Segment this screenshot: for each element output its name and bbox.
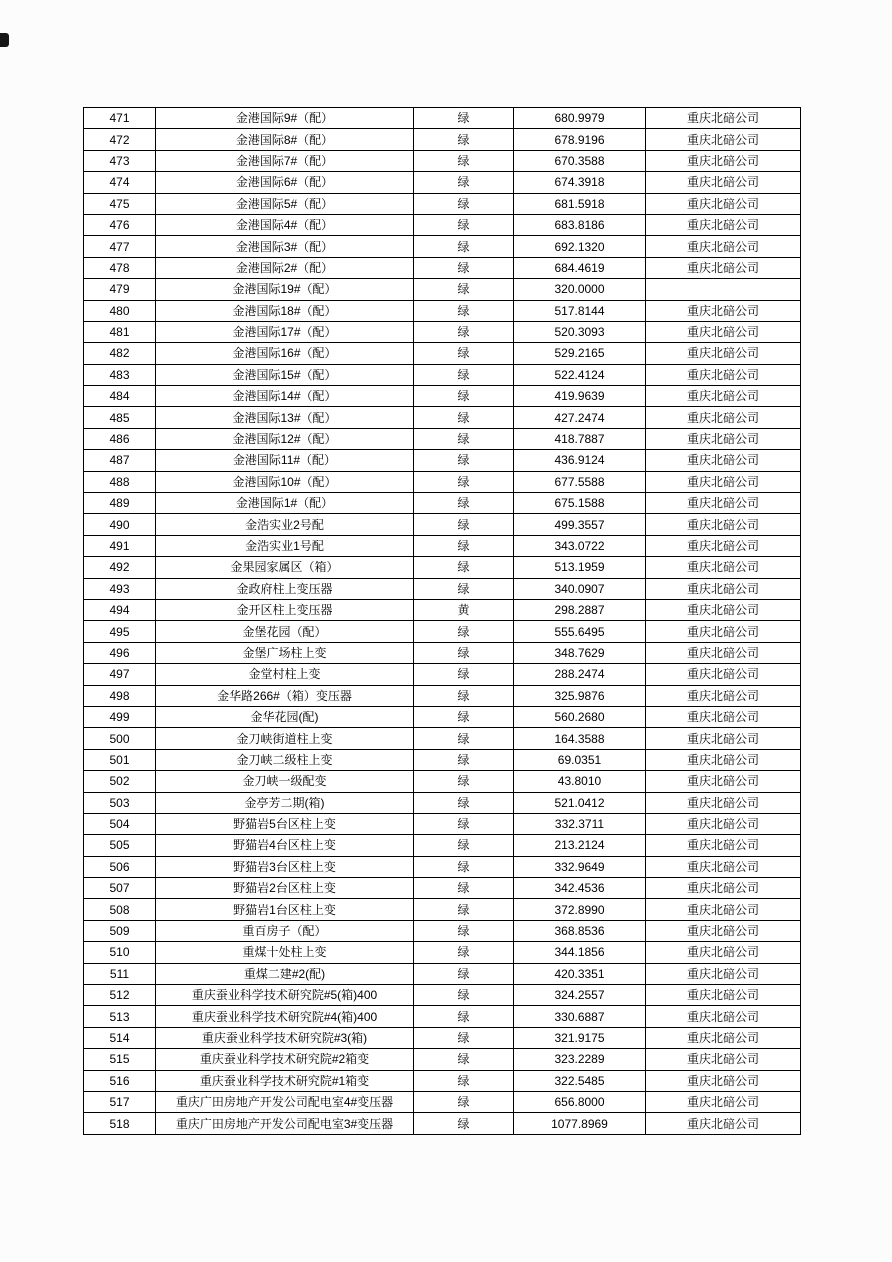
row-number-cell: 516 <box>84 1070 156 1091</box>
row-number-cell: 482 <box>84 343 156 364</box>
company-cell: 重庆北碚公司 <box>646 942 801 963</box>
station-name-cell: 重煤二建#2(配) <box>156 963 414 984</box>
company-cell: 重庆北碚公司 <box>646 193 801 214</box>
company-cell: 重庆北碚公司 <box>646 963 801 984</box>
table-row <box>84 642 801 663</box>
row-number-cell: 494 <box>84 599 156 620</box>
table-row <box>84 621 801 642</box>
table-row <box>84 878 801 899</box>
table-row <box>84 557 801 578</box>
station-name-cell: 金港国际8#（配） <box>156 129 414 150</box>
table-body <box>84 108 801 1135</box>
value-cell: 348.7629 <box>514 642 646 663</box>
table-row <box>84 856 801 877</box>
status-cell: 绿 <box>414 108 514 129</box>
row-number-cell: 472 <box>84 129 156 150</box>
value-cell: 674.3918 <box>514 172 646 193</box>
scan-artifact-mark <box>0 33 9 47</box>
table-row <box>84 214 801 235</box>
table-row <box>84 407 801 428</box>
row-number-cell: 506 <box>84 856 156 877</box>
station-name-cell: 金刀峡一级配变 <box>156 771 414 792</box>
company-cell: 重庆北碚公司 <box>646 108 801 129</box>
value-cell: 43.8010 <box>514 771 646 792</box>
value-cell: 324.2557 <box>514 985 646 1006</box>
company-cell: 重庆北碚公司 <box>646 257 801 278</box>
value-cell: 555.6495 <box>514 621 646 642</box>
status-cell: 黄 <box>414 599 514 620</box>
row-number-cell: 487 <box>84 450 156 471</box>
row-number-cell: 518 <box>84 1113 156 1134</box>
row-number-cell: 509 <box>84 920 156 941</box>
row-number-cell: 501 <box>84 749 156 770</box>
company-cell: 重庆北碚公司 <box>646 642 801 663</box>
company-cell: 重庆北碚公司 <box>646 1113 801 1134</box>
company-cell: 重庆北碚公司 <box>646 129 801 150</box>
row-number-cell: 481 <box>84 321 156 342</box>
table-row <box>84 279 801 300</box>
station-name-cell: 金港国际19#（配） <box>156 279 414 300</box>
row-number-cell: 471 <box>84 108 156 129</box>
table-row <box>84 1006 801 1027</box>
station-name-cell: 金港国际2#（配） <box>156 257 414 278</box>
row-number-cell: 479 <box>84 279 156 300</box>
table-row <box>84 749 801 770</box>
status-cell: 绿 <box>414 878 514 899</box>
row-number-cell: 474 <box>84 172 156 193</box>
row-number-cell: 510 <box>84 942 156 963</box>
value-cell: 332.9649 <box>514 856 646 877</box>
value-cell: 520.3093 <box>514 321 646 342</box>
row-number-cell: 511 <box>84 963 156 984</box>
company-cell: 重庆北碚公司 <box>646 920 801 941</box>
row-number-cell: 478 <box>84 257 156 278</box>
value-cell: 298.2887 <box>514 599 646 620</box>
value-cell: 288.2474 <box>514 664 646 685</box>
row-number-cell: 484 <box>84 386 156 407</box>
station-name-cell: 金果园家属区（箱） <box>156 557 414 578</box>
status-cell: 绿 <box>414 1006 514 1027</box>
company-cell: 重庆北碚公司 <box>646 236 801 257</box>
status-cell: 绿 <box>414 386 514 407</box>
company-cell: 重庆北碚公司 <box>646 578 801 599</box>
station-name-cell: 金港国际14#（配） <box>156 386 414 407</box>
row-number-cell: 505 <box>84 835 156 856</box>
company-cell: 重庆北碚公司 <box>646 450 801 471</box>
station-name-cell: 金浩实业1号配 <box>156 535 414 556</box>
value-cell: 321.9175 <box>514 1027 646 1048</box>
status-cell: 绿 <box>414 664 514 685</box>
station-name-cell: 金港国际11#（配） <box>156 450 414 471</box>
table-row <box>84 364 801 385</box>
station-name-cell: 金刀峡街道柱上变 <box>156 728 414 749</box>
table-row <box>84 771 801 792</box>
value-cell: 320.0000 <box>514 279 646 300</box>
row-number-cell: 485 <box>84 407 156 428</box>
status-cell: 绿 <box>414 493 514 514</box>
status-cell: 绿 <box>414 535 514 556</box>
company-cell: 重庆北碚公司 <box>646 364 801 385</box>
value-cell: 675.1588 <box>514 493 646 514</box>
value-cell: 342.4536 <box>514 878 646 899</box>
company-cell: 重庆北碚公司 <box>646 514 801 535</box>
status-cell: 绿 <box>414 321 514 342</box>
value-cell: 343.0722 <box>514 535 646 556</box>
status-cell: 绿 <box>414 685 514 706</box>
table-row <box>84 985 801 1006</box>
status-cell: 绿 <box>414 749 514 770</box>
company-cell: 重庆北碚公司 <box>646 1070 801 1091</box>
station-name-cell: 金浩实业2号配 <box>156 514 414 535</box>
status-cell: 绿 <box>414 728 514 749</box>
status-cell: 绿 <box>414 621 514 642</box>
company-cell: 重庆北碚公司 <box>646 214 801 235</box>
station-name-cell: 野猫岩3台区柱上变 <box>156 856 414 877</box>
value-cell: 322.5485 <box>514 1070 646 1091</box>
row-number-cell: 477 <box>84 236 156 257</box>
table-row <box>84 193 801 214</box>
row-number-cell: 515 <box>84 1049 156 1070</box>
table-row <box>84 1091 801 1112</box>
table-row <box>84 257 801 278</box>
table-row <box>84 664 801 685</box>
value-cell: 513.1959 <box>514 557 646 578</box>
table-row <box>84 1070 801 1091</box>
value-cell: 340.0907 <box>514 578 646 599</box>
table-row <box>84 471 801 492</box>
company-cell: 重庆北碚公司 <box>646 792 801 813</box>
company-cell: 重庆北碚公司 <box>646 300 801 321</box>
value-cell: 677.5588 <box>514 471 646 492</box>
station-name-cell: 金港国际5#（配） <box>156 193 414 214</box>
station-name-cell: 金港国际4#（配） <box>156 214 414 235</box>
row-number-cell: 483 <box>84 364 156 385</box>
company-cell: 重庆北碚公司 <box>646 771 801 792</box>
status-cell: 绿 <box>414 236 514 257</box>
value-cell: 420.3351 <box>514 963 646 984</box>
status-cell: 绿 <box>414 578 514 599</box>
table-row <box>84 493 801 514</box>
company-cell: 重庆北碚公司 <box>646 493 801 514</box>
station-name-cell: 金华花园(配) <box>156 706 414 727</box>
table-row <box>84 792 801 813</box>
company-cell: 重庆北碚公司 <box>646 407 801 428</box>
company-cell: 重庆北碚公司 <box>646 621 801 642</box>
value-cell: 344.1856 <box>514 942 646 963</box>
table-row <box>84 386 801 407</box>
status-cell: 绿 <box>414 193 514 214</box>
status-cell: 绿 <box>414 792 514 813</box>
station-name-cell: 金堡花园（配） <box>156 621 414 642</box>
row-number-cell: 493 <box>84 578 156 599</box>
row-number-cell: 499 <box>84 706 156 727</box>
station-name-cell: 重庆广田房地产开发公司配电室4#变压器 <box>156 1091 414 1112</box>
row-number-cell: 507 <box>84 878 156 899</box>
station-name-cell: 重庆广田房地产开发公司配电室3#变压器 <box>156 1113 414 1134</box>
row-number-cell: 495 <box>84 621 156 642</box>
row-number-cell: 514 <box>84 1027 156 1048</box>
company-cell: 重庆北碚公司 <box>646 1091 801 1112</box>
row-number-cell: 503 <box>84 792 156 813</box>
value-cell: 368.8536 <box>514 920 646 941</box>
row-number-cell: 486 <box>84 428 156 449</box>
value-cell: 684.4619 <box>514 257 646 278</box>
company-cell: 重庆北碚公司 <box>646 813 801 834</box>
station-name-cell: 重百房子（配） <box>156 920 414 941</box>
row-number-cell: 490 <box>84 514 156 535</box>
company-cell: 重庆北碚公司 <box>646 172 801 193</box>
value-cell: 69.0351 <box>514 749 646 770</box>
table-row <box>84 428 801 449</box>
value-cell: 692.1320 <box>514 236 646 257</box>
table-row <box>84 920 801 941</box>
station-name-cell: 金港国际9#（配） <box>156 108 414 129</box>
value-cell: 419.9639 <box>514 386 646 407</box>
status-cell: 绿 <box>414 471 514 492</box>
row-number-cell: 473 <box>84 150 156 171</box>
station-name-cell: 金港国际17#（配） <box>156 321 414 342</box>
row-number-cell: 497 <box>84 664 156 685</box>
row-number-cell: 508 <box>84 899 156 920</box>
value-cell: 436.9124 <box>514 450 646 471</box>
value-cell: 325.9876 <box>514 685 646 706</box>
station-name-cell: 重煤十处柱上变 <box>156 942 414 963</box>
table-row <box>84 835 801 856</box>
table-row <box>84 343 801 364</box>
company-cell: 重庆北碚公司 <box>646 728 801 749</box>
company-cell: 重庆北碚公司 <box>646 1049 801 1070</box>
row-number-cell: 504 <box>84 813 156 834</box>
row-number-cell: 480 <box>84 300 156 321</box>
value-cell: 517.8144 <box>514 300 646 321</box>
table-row <box>84 899 801 920</box>
status-cell: 绿 <box>414 835 514 856</box>
station-name-cell: 金华路266#（箱）变压器 <box>156 685 414 706</box>
table-row <box>84 172 801 193</box>
status-cell: 绿 <box>414 963 514 984</box>
station-name-cell: 金开区柱上变压器 <box>156 599 414 620</box>
status-cell: 绿 <box>414 257 514 278</box>
company-cell: 重庆北碚公司 <box>646 1027 801 1048</box>
table-row <box>84 150 801 171</box>
value-cell: 678.9196 <box>514 129 646 150</box>
value-cell: 330.6887 <box>514 1006 646 1027</box>
row-number-cell: 475 <box>84 193 156 214</box>
station-name-cell: 金港国际3#（配） <box>156 236 414 257</box>
row-number-cell: 513 <box>84 1006 156 1027</box>
station-name-cell: 重庆蚕业科学技术研究院#1箱变 <box>156 1070 414 1091</box>
station-name-cell: 野猫岩5台区柱上变 <box>156 813 414 834</box>
row-number-cell: 488 <box>84 471 156 492</box>
status-cell: 绿 <box>414 942 514 963</box>
table-row <box>84 1027 801 1048</box>
station-name-cell: 金港国际12#（配） <box>156 428 414 449</box>
company-cell: 重庆北碚公司 <box>646 343 801 364</box>
station-name-cell: 金港国际16#（配） <box>156 343 414 364</box>
table-row <box>84 1049 801 1070</box>
company-cell: 重庆北碚公司 <box>646 878 801 899</box>
station-name-cell: 金刀峡二级柱上变 <box>156 749 414 770</box>
status-cell: 绿 <box>414 150 514 171</box>
value-cell: 680.9979 <box>514 108 646 129</box>
station-name-cell: 重庆蚕业科学技术研究院#3(箱) <box>156 1027 414 1048</box>
table-row <box>84 706 801 727</box>
row-number-cell: 476 <box>84 214 156 235</box>
status-cell: 绿 <box>414 899 514 920</box>
row-number-cell: 489 <box>84 493 156 514</box>
value-cell: 1077.8969 <box>514 1113 646 1134</box>
table-row <box>84 450 801 471</box>
table-row <box>84 685 801 706</box>
company-cell: 重庆北碚公司 <box>646 1006 801 1027</box>
value-cell: 372.8990 <box>514 899 646 920</box>
status-cell: 绿 <box>414 1113 514 1134</box>
status-cell: 绿 <box>414 172 514 193</box>
status-cell: 绿 <box>414 1027 514 1048</box>
status-cell: 绿 <box>414 407 514 428</box>
value-cell: 332.3711 <box>514 813 646 834</box>
company-cell: 重庆北碚公司 <box>646 557 801 578</box>
status-cell: 绿 <box>414 985 514 1006</box>
station-name-cell: 金港国际13#（配） <box>156 407 414 428</box>
row-number-cell: 496 <box>84 642 156 663</box>
status-cell: 绿 <box>414 343 514 364</box>
station-name-cell: 金港国际10#（配） <box>156 471 414 492</box>
row-number-cell: 498 <box>84 685 156 706</box>
status-cell: 绿 <box>414 450 514 471</box>
company-cell: 重庆北碚公司 <box>646 749 801 770</box>
status-cell: 绿 <box>414 1091 514 1112</box>
table-row <box>84 236 801 257</box>
company-cell: 重庆北碚公司 <box>646 899 801 920</box>
station-name-cell: 重庆蚕业科学技术研究院#4(箱)400 <box>156 1006 414 1027</box>
row-number-cell: 500 <box>84 728 156 749</box>
company-cell <box>646 279 801 300</box>
value-cell: 521.0412 <box>514 792 646 813</box>
value-cell: 670.3588 <box>514 150 646 171</box>
row-number-cell: 491 <box>84 535 156 556</box>
company-cell: 重庆北碚公司 <box>646 706 801 727</box>
station-name-cell: 金港国际18#（配） <box>156 300 414 321</box>
table-row <box>84 578 801 599</box>
status-cell: 绿 <box>414 706 514 727</box>
station-name-cell: 野猫岩4台区柱上变 <box>156 835 414 856</box>
company-cell: 重庆北碚公司 <box>646 985 801 1006</box>
status-cell: 绿 <box>414 279 514 300</box>
table-row <box>84 813 801 834</box>
company-cell: 重庆北碚公司 <box>646 856 801 877</box>
company-cell: 重庆北碚公司 <box>646 835 801 856</box>
row-number-cell: 502 <box>84 771 156 792</box>
company-cell: 重庆北碚公司 <box>646 685 801 706</box>
value-cell: 560.2680 <box>514 706 646 727</box>
row-number-cell: 512 <box>84 985 156 1006</box>
company-cell: 重庆北碚公司 <box>646 321 801 342</box>
status-cell: 绿 <box>414 771 514 792</box>
value-cell: 499.3557 <box>514 514 646 535</box>
status-cell: 绿 <box>414 557 514 578</box>
row-number-cell: 492 <box>84 557 156 578</box>
value-cell: 427.2474 <box>514 407 646 428</box>
station-name-cell: 金港国际7#（配） <box>156 150 414 171</box>
company-cell: 重庆北碚公司 <box>646 386 801 407</box>
value-cell: 213.2124 <box>514 835 646 856</box>
table-row <box>84 728 801 749</box>
company-cell: 重庆北碚公司 <box>646 150 801 171</box>
transformer-data-table <box>83 107 801 1135</box>
status-cell: 绿 <box>414 813 514 834</box>
status-cell: 绿 <box>414 428 514 449</box>
value-cell: 529.2165 <box>514 343 646 364</box>
table-row <box>84 599 801 620</box>
status-cell: 绿 <box>414 1070 514 1091</box>
value-cell: 323.2289 <box>514 1049 646 1070</box>
station-name-cell: 野猫岩2台区柱上变 <box>156 878 414 899</box>
status-cell: 绿 <box>414 129 514 150</box>
table-row <box>84 514 801 535</box>
table-row <box>84 321 801 342</box>
row-number-cell: 517 <box>84 1091 156 1112</box>
status-cell: 绿 <box>414 920 514 941</box>
value-cell: 681.5918 <box>514 193 646 214</box>
status-cell: 绿 <box>414 856 514 877</box>
table-row <box>84 1113 801 1134</box>
table-row <box>84 942 801 963</box>
table-row <box>84 535 801 556</box>
status-cell: 绿 <box>414 364 514 385</box>
company-cell: 重庆北碚公司 <box>646 664 801 685</box>
station-name-cell: 金堂村柱上变 <box>156 664 414 685</box>
status-cell: 绿 <box>414 514 514 535</box>
status-cell: 绿 <box>414 1049 514 1070</box>
table-row <box>84 963 801 984</box>
company-cell: 重庆北碚公司 <box>646 428 801 449</box>
value-cell: 164.3588 <box>514 728 646 749</box>
company-cell: 重庆北碚公司 <box>646 535 801 556</box>
status-cell: 绿 <box>414 642 514 663</box>
value-cell: 522.4124 <box>514 364 646 385</box>
station-name-cell: 金港国际1#（配） <box>156 493 414 514</box>
station-name-cell: 金亭芳二期(箱) <box>156 792 414 813</box>
station-name-cell: 金港国际15#（配） <box>156 364 414 385</box>
value-cell: 418.7887 <box>514 428 646 449</box>
company-cell: 重庆北碚公司 <box>646 471 801 492</box>
company-cell: 重庆北碚公司 <box>646 599 801 620</box>
table-row <box>84 108 801 129</box>
station-name-cell: 重庆蚕业科学技术研究院#5(箱)400 <box>156 985 414 1006</box>
status-cell: 绿 <box>414 214 514 235</box>
station-name-cell: 重庆蚕业科学技术研究院#2箱变 <box>156 1049 414 1070</box>
value-cell: 656.8000 <box>514 1091 646 1112</box>
status-cell: 绿 <box>414 300 514 321</box>
table-row <box>84 300 801 321</box>
station-name-cell: 金港国际6#（配） <box>156 172 414 193</box>
station-name-cell: 金政府柱上变压器 <box>156 578 414 599</box>
station-name-cell: 金堡广场柱上变 <box>156 642 414 663</box>
table-row <box>84 129 801 150</box>
station-name-cell: 野猫岩1台区柱上变 <box>156 899 414 920</box>
value-cell: 683.8186 <box>514 214 646 235</box>
